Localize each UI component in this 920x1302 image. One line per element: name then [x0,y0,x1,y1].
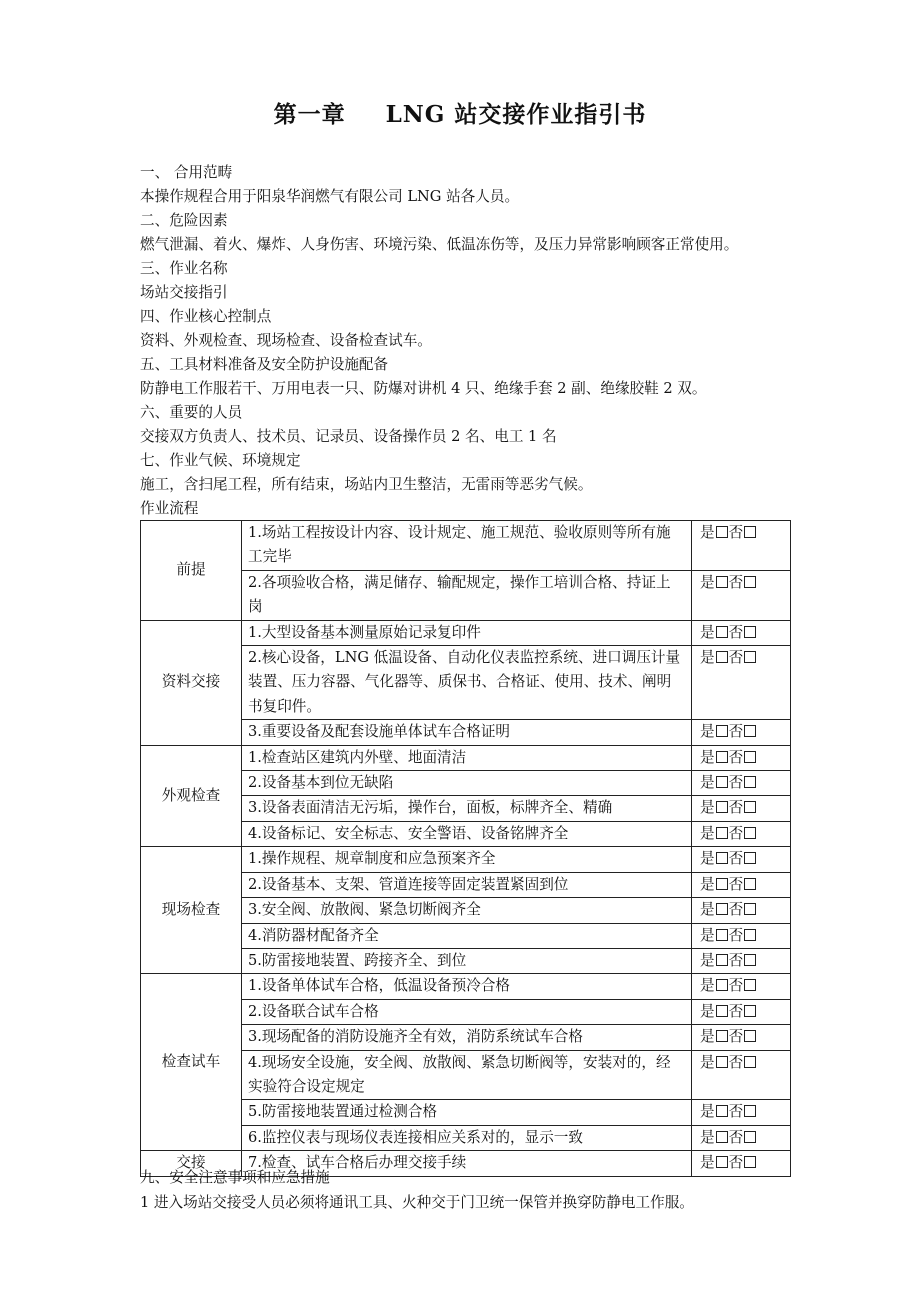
item-cell: 4.消防器材配备齐全 [242,923,692,948]
safety-item: 1 进入场站交接受人员必须将通讯工具、火种交于门卫统一保管并换穿防静电工作服。 [140,1194,694,1211]
section-line: 四、作业核心控制点 [140,308,272,325]
yes-no-check [692,999,791,1024]
no-checkbox[interactable] [744,827,756,839]
yes-checkbox[interactable] [716,526,728,538]
item-cell: 1.检查站区建筑内外壁、地面清洁 [242,745,692,770]
yes-label: 是 [700,824,715,842]
yes-checkbox[interactable] [716,651,728,663]
title-name: LNG 站交接作业指引书 [385,101,647,128]
no-checkbox[interactable] [744,1056,756,1068]
no-label: 否 [728,850,744,868]
no-checkbox[interactable] [744,725,756,737]
yes-no-check [692,720,791,745]
no-checkbox[interactable] [744,626,756,638]
yes-label: 是 [700,901,715,919]
no-label: 否 [728,799,744,817]
item-cell: 2.各项验收合格，满足储存、输配规定，操作工培训合格、持证上岗 [242,570,692,620]
no-checkbox[interactable] [744,954,756,966]
item-cell: 1.场站工程按设计内容、设计规定、施工规范、验收原则等所有施工完毕 [242,521,692,571]
no-label: 否 [728,723,744,741]
table-row [141,521,791,571]
no-checkbox[interactable] [744,526,756,538]
yes-no-check [692,771,791,796]
no-checkbox[interactable] [744,651,756,663]
yes-checkbox[interactable] [716,929,728,941]
no-checkbox[interactable] [744,852,756,864]
yes-label: 是 [700,875,715,893]
yes-no-check [692,821,791,846]
yes-checkbox[interactable] [716,751,728,763]
yes-label: 是 [700,1154,715,1172]
yes-checkbox[interactable] [716,878,728,890]
no-label: 否 [728,977,744,995]
yes-label: 是 [700,926,715,944]
no-label: 否 [728,649,744,667]
no-checkbox[interactable] [744,929,756,941]
no-label: 否 [728,1154,744,1172]
yes-no-check [692,1100,791,1125]
no-checkbox[interactable] [744,979,756,991]
yes-checkbox[interactable] [716,1156,728,1168]
item-cell: 6.监控仪表与现场仪表连接相应关系对的，显示一致 [242,1125,692,1150]
no-label: 否 [728,1053,744,1071]
yes-no-check [692,745,791,770]
category-cell: 现场检查 [141,847,242,974]
yes-no-check [692,847,791,872]
yes-label: 是 [700,850,715,868]
no-checkbox[interactable] [744,751,756,763]
item-cell: 3.设备表面清洁无污垢，操作台，面板，标牌齐全、精确 [242,796,692,821]
yes-checkbox[interactable] [716,1105,728,1117]
no-label: 否 [728,1028,744,1046]
section-line: 场站交接指引 [140,284,228,301]
item-cell: 1.设备单体试车合格，低温设备预冷合格 [242,974,692,999]
yes-checkbox[interactable] [716,1131,728,1143]
yes-no-check [692,1151,791,1176]
yes-label: 是 [700,649,715,667]
yes-checkbox[interactable] [716,1005,728,1017]
item-cell: 5.防雷接地装置、跨接齐全、到位 [242,948,692,973]
item-cell: 4.现场安全设施，安全阀、放散阀、紧急切断阀等，安装对的，经实验符合设定规定 [242,1050,692,1100]
section-line: 二、危险因素 [140,212,228,229]
yes-label: 是 [700,951,715,969]
section-line: 七、作业气候、环境规定 [140,452,301,469]
yes-no-check [692,923,791,948]
item-cell: 3.重要设备及配套设施单体试车合格证明 [242,720,692,745]
section-line: 施工，含扫尾工程，所有结束，场站内卫生整洁，无雷雨等恶劣气候。 [140,476,593,493]
item-cell: 5.防雷接地装置通过检测合格 [242,1100,692,1125]
table-row [141,847,791,872]
section-line: 防静电工作服若干、万用电表一只、防爆对讲机 4 只、绝缘手套 2 副、绝缘胶鞋 2 双。 [140,380,707,397]
no-checkbox[interactable] [744,801,756,813]
yes-no-check [692,570,791,620]
yes-checkbox[interactable] [716,979,728,991]
yes-no-check [692,796,791,821]
yes-label: 是 [700,623,715,641]
yes-no-check [692,948,791,973]
yes-label: 是 [700,524,715,541]
yes-no-check [692,974,791,999]
no-checkbox[interactable] [744,1131,756,1143]
yes-checkbox[interactable] [716,852,728,864]
no-label: 否 [728,1128,744,1146]
category-cell: 交接 [141,1151,242,1176]
section-line: 交接双方负责人、技术员、记录员、设备操作员 2 名、电工 1 名 [140,428,557,445]
no-label: 否 [728,774,744,792]
yes-no-check [692,898,791,923]
yes-label: 是 [700,1053,715,1071]
no-label: 否 [728,623,744,641]
yes-no-check [692,1025,791,1050]
section-line: 燃气泄漏、着火、爆炸、人身伤害、环境污染、低温冻伤等，及压力异常影响顾客正常使用。 [140,236,739,253]
item-cell: 1.操作规程、规章制度和应急预案齐全 [242,847,692,872]
yes-checkbox[interactable] [716,626,728,638]
yes-label: 是 [700,573,715,591]
no-label: 否 [728,748,744,766]
table-row [141,620,791,645]
section-line: 五、工具材料准备及安全防护设施配备 [140,356,389,373]
no-checkbox[interactable] [744,1156,756,1168]
item-cell: 4.设备标记、安全标志、安全警语、设备铭牌齐全 [242,821,692,846]
yes-checkbox[interactable] [716,903,728,915]
chapter-label: 第一章 [273,101,346,128]
item-cell: 7.检查、试车合格后办理交接手续 [242,1151,692,1176]
yes-label: 是 [700,799,715,817]
yes-checkbox[interactable] [716,576,728,588]
table-row [141,974,791,999]
item-cell: 2.设备联合试车合格 [242,999,692,1024]
yes-label: 是 [700,977,715,995]
yes-no-check [692,620,791,645]
item-cell: 1.大型设备基本测量原始记录复印件 [242,620,692,645]
yes-no-check [692,872,791,897]
yes-checkbox[interactable] [716,827,728,839]
no-checkbox[interactable] [744,576,756,588]
yes-no-check [692,521,791,571]
category-cell: 检查试车 [141,974,242,1151]
flow-table [140,520,791,1177]
item-cell: 3.安全阀、放散阀、紧急切断阀齐全 [242,898,692,923]
yes-checkbox[interactable] [716,954,728,966]
page-title [0,96,920,129]
yes-checkbox[interactable] [716,1030,728,1042]
no-label: 否 [728,951,744,969]
no-label: 否 [728,573,744,591]
item-cell: 2.核心设备，LNG 低温设备、自动化仪表监控系统、进口调压计量装置、压力容器、气化器等、质保书、合格证、使用、技术、阐明书复印件。 [242,646,692,720]
no-checkbox[interactable] [744,1030,756,1042]
table-row [141,745,791,770]
item-cell: 2.设备基本到位无缺陷 [242,771,692,796]
yes-checkbox[interactable] [716,776,728,788]
yes-label: 是 [700,748,715,766]
no-checkbox[interactable] [744,903,756,915]
yes-label: 是 [700,723,715,741]
yes-no-check [692,646,791,720]
yes-checkbox[interactable] [716,725,728,737]
yes-label: 是 [700,1103,715,1121]
section-heading: 九、安全注意事项和应急措施 [140,1169,330,1186]
item-cell: 3.现场配备的消防设施齐全有效，消防系统试车合格 [242,1025,692,1050]
yes-checkbox[interactable] [716,801,728,813]
no-label: 否 [728,901,744,919]
section-line: 本操作规程合用于阳泉华润燃气有限公司 LNG 站各人员。 [140,188,520,205]
yes-label: 是 [700,774,715,792]
section-line: 六、重要的人员 [140,404,243,421]
no-checkbox[interactable] [744,1005,756,1017]
yes-label: 是 [700,1028,715,1046]
category-cell: 外观检查 [141,745,242,847]
no-label: 否 [728,524,744,541]
no-label: 否 [728,926,744,944]
item-cell: 2.设备基本、支架、管道连接等固定装置紧固到位 [242,872,692,897]
category-cell: 资料交接 [141,620,242,745]
category-cell: 前提 [141,521,242,621]
yes-label: 是 [700,1002,715,1020]
no-label: 否 [728,1103,744,1121]
no-label: 否 [728,824,744,842]
yes-no-check [692,1050,791,1100]
yes-label: 是 [700,1128,715,1146]
no-label: 否 [728,1002,744,1020]
section-line: 资料、外观检查、现场检查、设备检查试车。 [140,332,432,349]
flow-heading: 作业流程 [140,500,199,517]
no-checkbox[interactable] [744,1105,756,1117]
no-checkbox[interactable] [744,878,756,890]
yes-no-check [692,1125,791,1150]
no-label: 否 [728,875,744,893]
section-line: 一、 合用范畴 [140,164,233,181]
no-checkbox[interactable] [744,776,756,788]
section-line: 三、作业名称 [140,260,228,277]
yes-checkbox[interactable] [716,1056,728,1068]
